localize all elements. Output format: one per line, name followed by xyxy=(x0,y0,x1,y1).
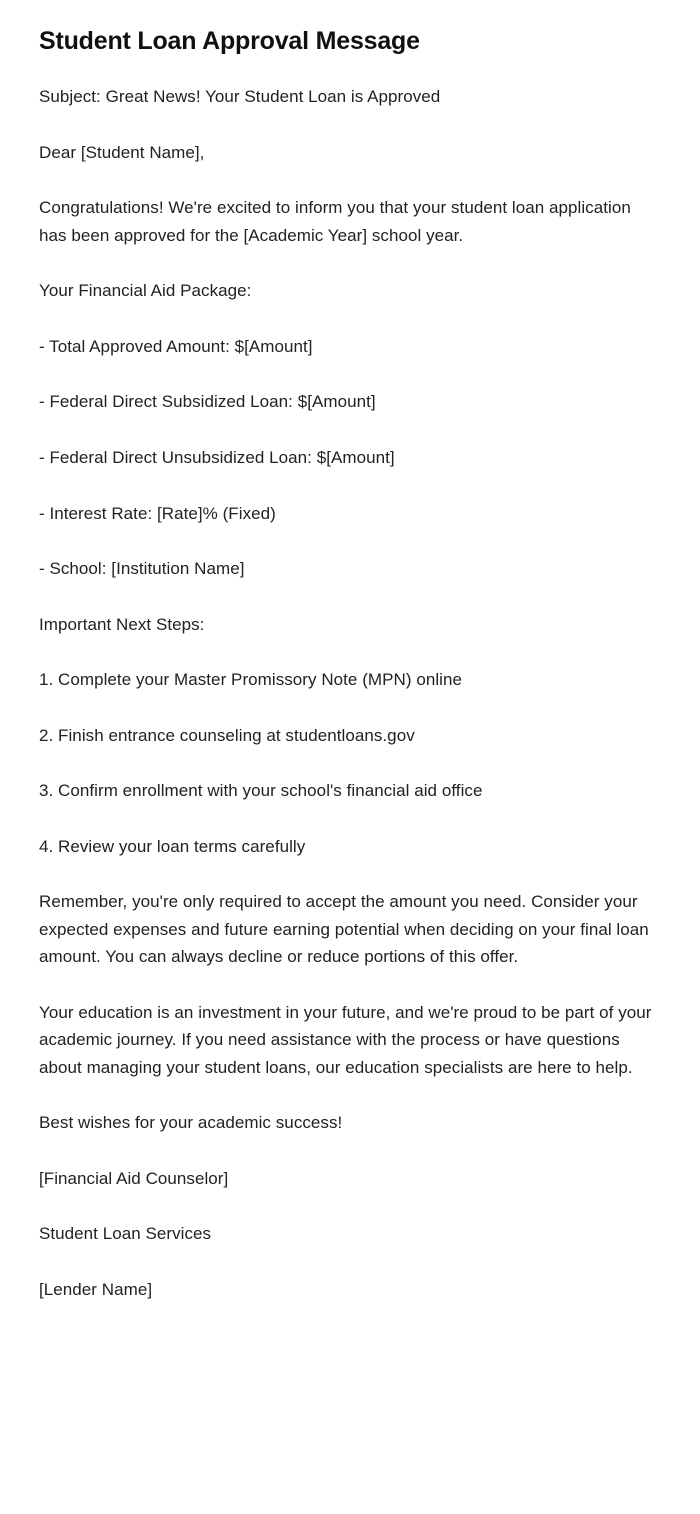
paragraph-step-4: 4. Review your loan terms carefully xyxy=(39,836,306,856)
paragraph-interest-rate: - Interest Rate: [Rate]% (Fixed) xyxy=(39,503,276,523)
paragraph-next-steps-heading: Important Next Steps: xyxy=(39,614,205,634)
paragraph-reminder: Remember, you're only required to accept the amount you need. Consider your expected expenses and future earning potential when deciding on your final loan amount. You can always decline or reduce portions of this offer. xyxy=(39,892,649,967)
paragraph-signature-counselor: [Financial Aid Counselor] xyxy=(39,1168,229,1188)
paragraph-investment: Your education is an investment in your future, and we're proud to be part of your academic journey. If you need assistance with the process or have questions about managing your student loans, our education specialists are here to help. xyxy=(39,1002,652,1077)
page-title: Student Loan Approval Message xyxy=(39,27,420,55)
paragraph-package-heading: Your Financial Aid Package: xyxy=(39,281,252,301)
paragraph-subject: Subject: Great News! Your Student Loan is Approved xyxy=(39,87,441,107)
paragraph-salutation: Dear [Student Name], xyxy=(39,142,205,162)
paragraph-step-2: 2. Finish entrance counseling at studentloans.gov xyxy=(39,725,415,745)
paragraph-congratulations: Congratulations! We're excited to inform you that your student loan application has been approved for the [Academic Year] school year. xyxy=(39,198,631,245)
paragraph-signature-lender: [Lender Name] xyxy=(39,1280,153,1299)
paragraph-unsubsidized-loan: - Federal Direct Unsubsidized Loan: $[Amount] xyxy=(39,447,395,467)
paragraph-school: - School: [Institution Name] xyxy=(39,559,245,579)
paragraph-step-1: 1. Complete your Master Promissory Note (MPN) online xyxy=(39,670,463,690)
paragraph-signature-department: Student Loan Services xyxy=(39,1224,212,1244)
paragraph-subsidized-loan: - Federal Direct Subsidized Loan: $[Amount] xyxy=(39,392,376,412)
paragraph-best-wishes: Best wishes for your academic success! xyxy=(39,1113,343,1133)
paragraph-total-amount: - Total Approved Amount: $[Amount] xyxy=(39,336,313,356)
paragraph-step-3: 3. Confirm enrollment with your school's financial aid office xyxy=(39,781,483,801)
